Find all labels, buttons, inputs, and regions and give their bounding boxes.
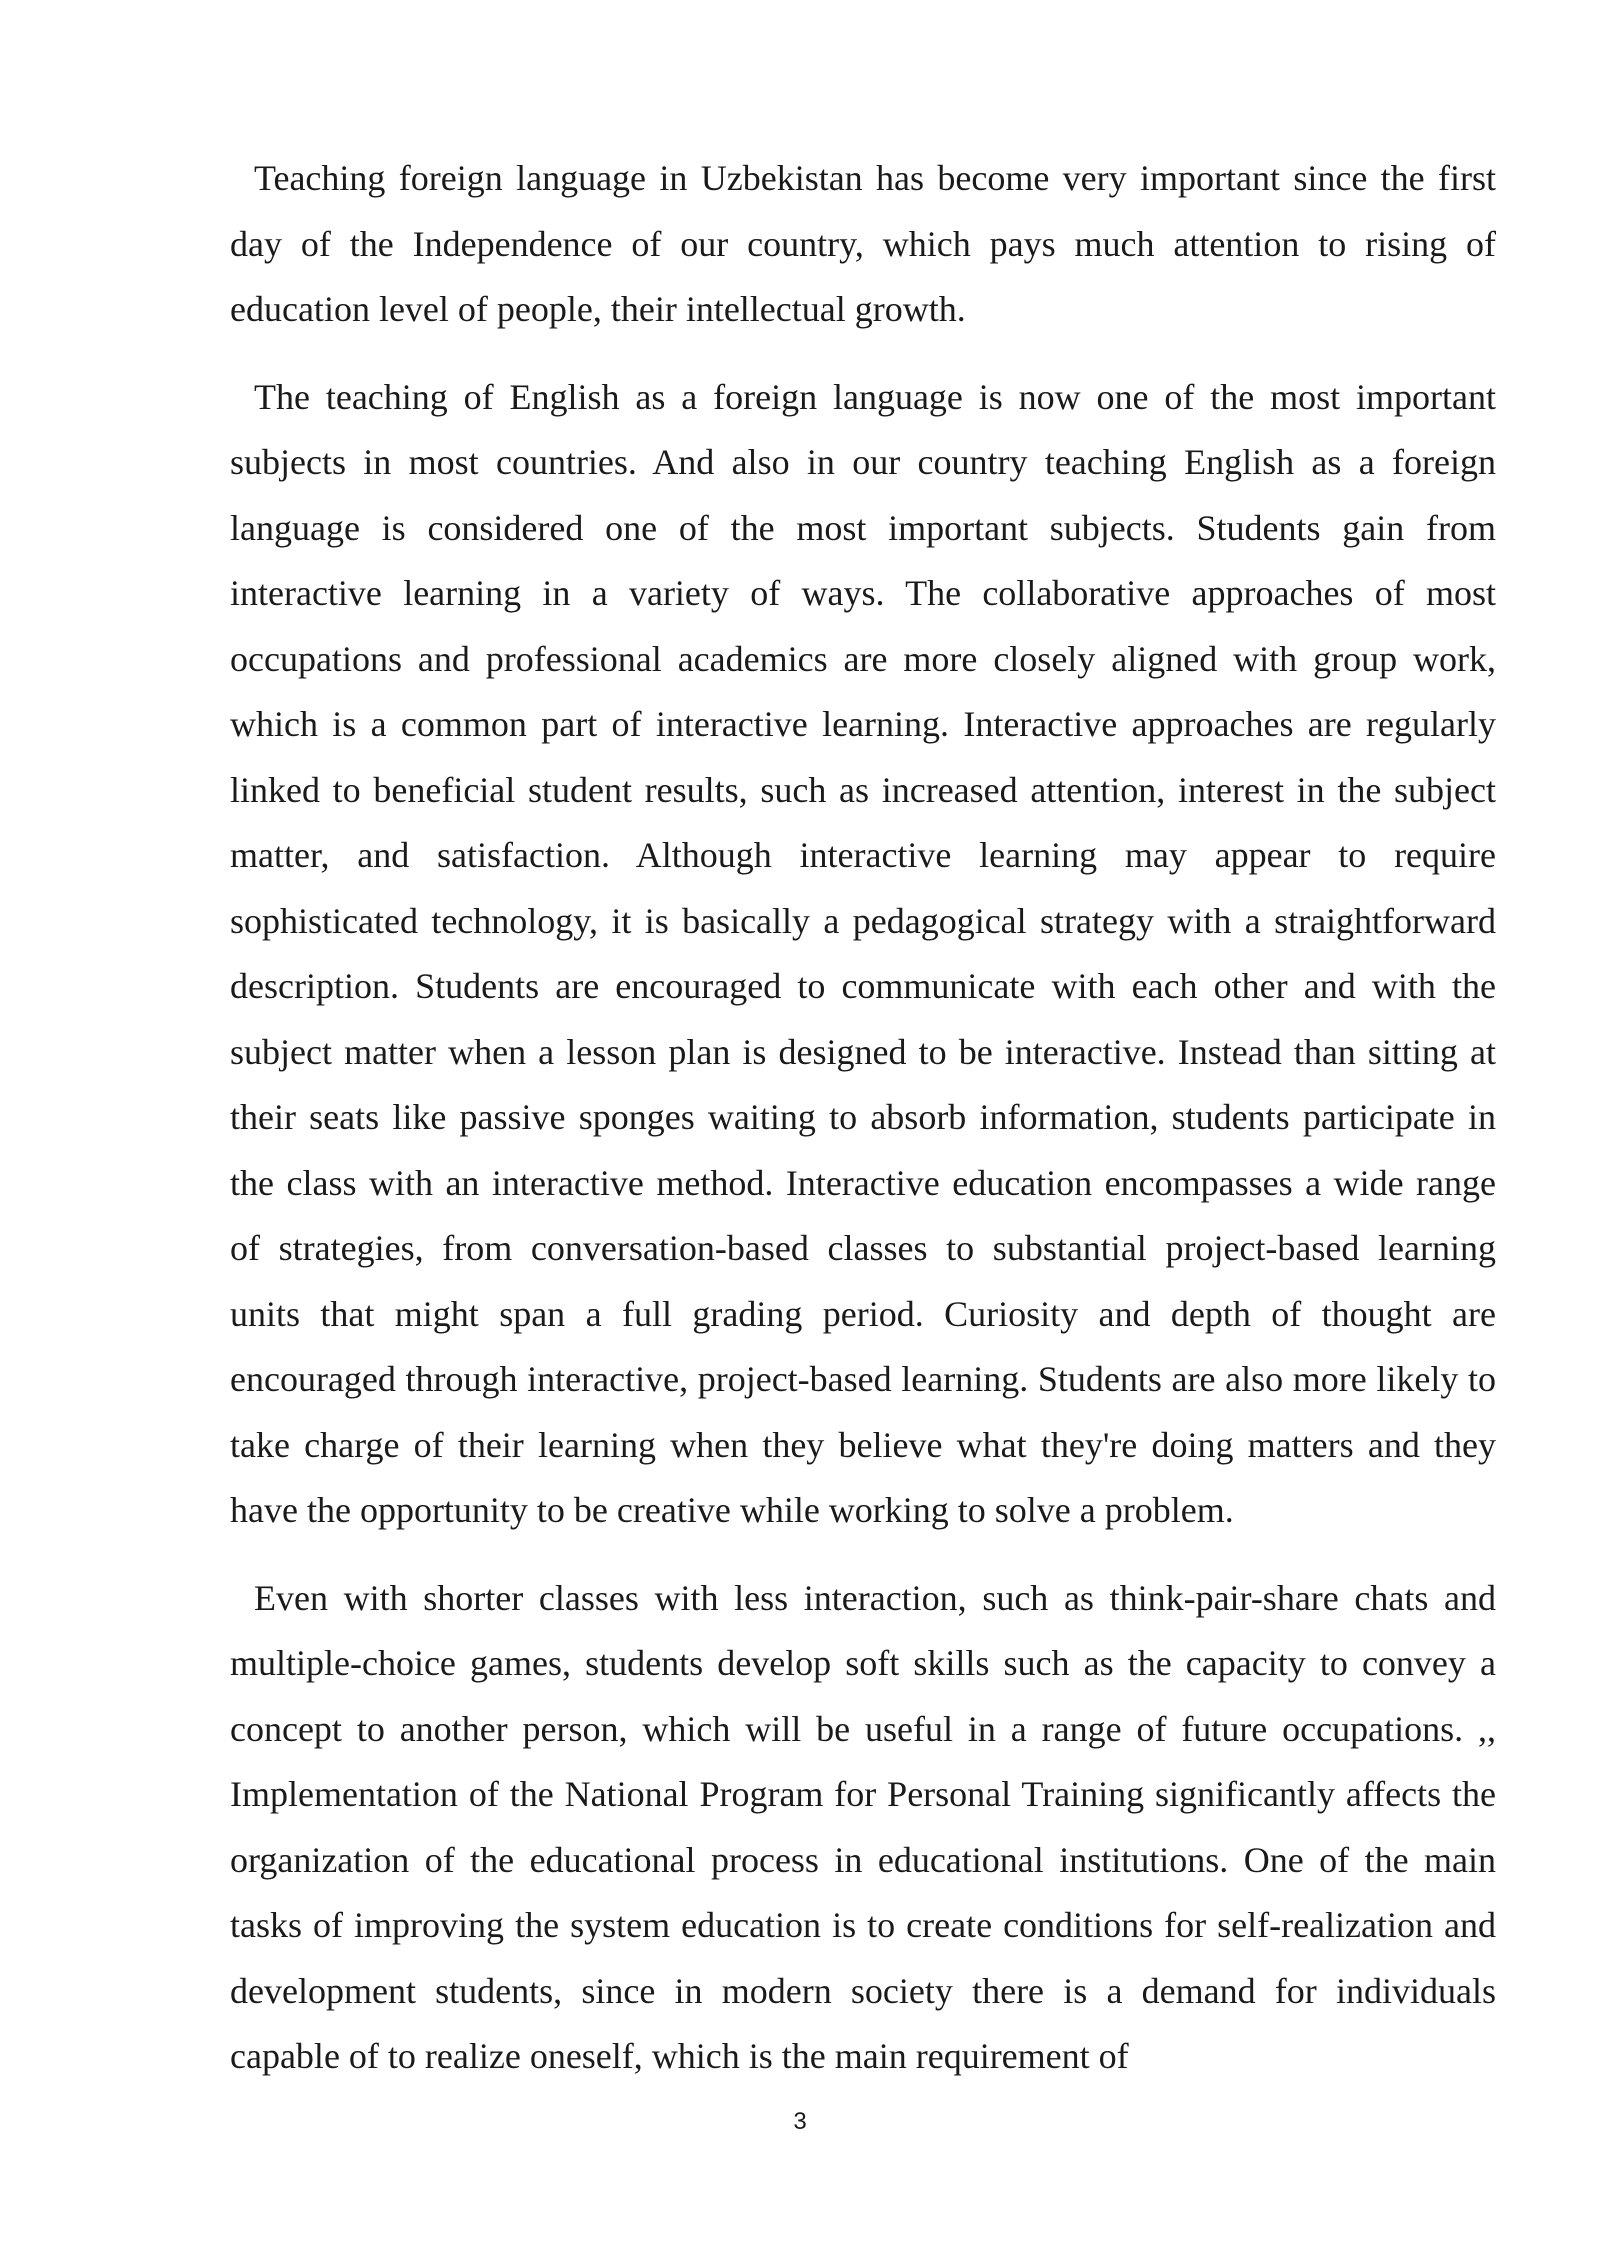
page-body	[230, 146, 1496, 2112]
paragraph-2: The teaching of English as a foreign language is now one of the most important subjects in most countries. And also in our country teaching English as a foreign language is considered one of the most important subjects. Students gain from interactive learning in a variety of ways. The collaborative approaches of most occupations and professional academics are more closely aligned with group work, which is a common part of interactive learning. Interactive approaches are regularly linked to beneficial student results, such as increased attention, interest in the subject matter, and satisfaction. Although interactive learning may appear to require sophisticated technology, it is basically a pedagogical strategy with a straightforward description. Students are encouraged to communicate with each other and with the subject matter when a lesson plan is designed to be interactive. Instead than sitting at their seats like passive sponges waiting to absorb information, students participate in the class with an interactive method. Interactive education encompasses a wide range of strategies, from conversation-based classes to substantial project-based learning units that might span a full grading period. Curiosity and depth of thought are encouraged through interactive, project-based learning. Students are also more likely to take charge of their learning when they believe what they're doing matters and they have the opportunity to be creative while working to solve a problem.	[230, 376, 1496, 1530]
paragraph-1: Teaching foreign language in Uzbekistan has become very important since the first day of the Independence of our country, which pays much attention to rising of education level of people, their intellectual growth.	[230, 158, 1496, 329]
paragraph-3: Even with shorter classes with less interaction, such as think-pair-share chats and multiple-choice games, students develop soft skills such as the capacity to convey a concept to another person, which will be useful in a range of future occupations. ,, Implementation of the National Program for Personal Training significantly affects the organization of the educational process in educational institutions. One of the main tasks of improving the system education is to create conditions for self-realization and development students, since in modern society there is a demand for individuals capable of to realize oneself, which is the main requirement of	[230, 1577, 1496, 2076]
page-number: 3	[793, 2108, 807, 2135]
